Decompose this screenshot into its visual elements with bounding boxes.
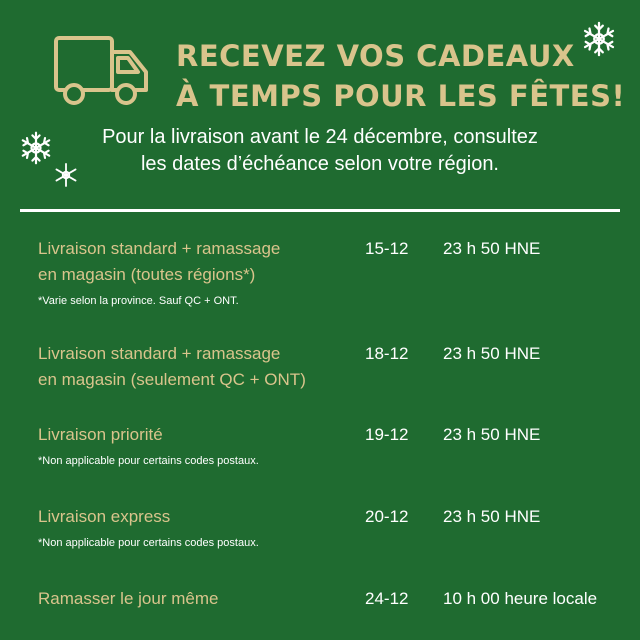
delivery-row <box>38 236 628 310</box>
delivery-truck-icon <box>52 34 150 108</box>
delivery-label-line-1: Livraison express <box>38 507 171 526</box>
subtitle-line-1: Pour la livraison avant le 24 décembre, consultez <box>102 126 538 148</box>
delivery-row <box>38 341 628 393</box>
delivery-row <box>38 422 628 470</box>
delivery-label-line-1: Livraison priorité <box>38 425 163 444</box>
delivery-row <box>38 504 628 552</box>
delivery-cutoff-time: 23 h 50 HNE <box>443 239 541 258</box>
delivery-label-line-1: Livraison standard + ramassage <box>38 344 281 363</box>
delivery-label <box>38 586 348 612</box>
delivery-date: 19-12 <box>365 425 409 444</box>
headline-line-1: RECEVEZ VOS CADEAUX <box>176 39 575 73</box>
delivery-date: 24-12 <box>365 589 409 608</box>
headline-line-2: À TEMPS POUR LES FÊTES! <box>176 79 626 113</box>
delivery-cutoff-time: 23 h 50 HNE <box>443 344 541 363</box>
subtitle <box>40 124 600 178</box>
headline <box>176 36 626 116</box>
delivery-cutoff-time: 10 h 00 heure locale <box>443 589 598 608</box>
delivery-label <box>38 422 348 448</box>
delivery-note: *Varie selon la province. Sauf QC + ONT. <box>38 295 239 307</box>
delivery-note: *Non applicable pour certains codes postaux. <box>38 537 259 549</box>
delivery-cutoff-time: 23 h 50 HNE <box>443 507 541 526</box>
delivery-label <box>38 236 348 288</box>
delivery-label <box>38 504 348 530</box>
snowflake-icon <box>580 20 618 58</box>
delivery-label-line-2: en magasin (toutes régions*) <box>38 265 256 284</box>
delivery-date: 18-12 <box>365 344 409 363</box>
delivery-label <box>38 341 348 393</box>
delivery-label-line-1: Livraison standard + ramassage <box>38 239 281 258</box>
delivery-label-line-2: en magasin (seulement QC + ONT) <box>38 370 306 389</box>
delivery-label-line-1: Ramasser le jour même <box>38 589 219 608</box>
delivery-date: 20-12 <box>365 507 409 526</box>
divider <box>20 209 620 212</box>
delivery-note: *Non applicable pour certains codes postaux. <box>38 455 259 467</box>
subtitle-line-2: les dates d’échéance selon votre région. <box>140 153 499 175</box>
delivery-date: 15-12 <box>365 239 409 258</box>
delivery-row <box>38 586 628 612</box>
delivery-cutoff-time: 23 h 50 HNE <box>443 425 541 444</box>
